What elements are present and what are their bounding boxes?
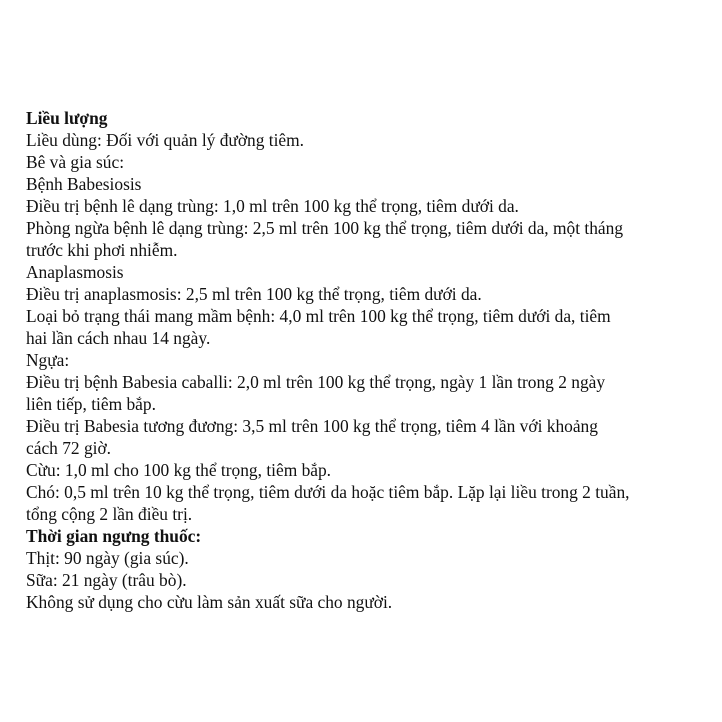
cattle-header: Bê và gia súc:	[26, 152, 125, 172]
babesia-equivalent-line-1: Điều trị Babesia tương đương: 3,5 ml trên 100 kg thể trọng, tiêm 4 lần với khoảng	[26, 416, 598, 436]
babesia-equivalent-line-2: cách 72 giờ.	[26, 438, 112, 458]
babesiosis-header: Bệnh Babesiosis	[26, 174, 142, 194]
babesia-caballi-line-2: liên tiếp, tiêm bắp.	[26, 394, 156, 414]
document-body	[26, 107, 716, 613]
babesia-caballi-line-1: Điều trị bệnh Babesia caballi: 2,0 ml trên 100 kg thể trọng, ngày 1 lần trong 2 ngày	[26, 372, 606, 392]
anaplasmosis-treatment: Điều trị anaplasmosis: 2,5 ml trên 100 kg thể trọng, tiêm dưới da.	[26, 284, 482, 304]
no-dairy-sheep-note: Không sử dụng cho cừu làm sản xuất sữa cho người.	[26, 592, 393, 612]
anaplasmosis-header: Anaplasmosis	[26, 262, 124, 282]
babesiosis-prevention-line-2: trước khi phơi nhiễm.	[26, 240, 178, 260]
meat-withdrawal: Thịt: 90 ngày (gia súc).	[26, 548, 189, 568]
carrier-elimination-line-2: hai lần cách nhau 14 ngày.	[26, 328, 211, 348]
dog-dosage-line-1: Chó: 0,5 ml trên 10 kg thể trọng, tiêm dưới da hoặc tiêm bắp. Lặp lại liều trong 2 tuần,	[26, 482, 630, 502]
dog-dosage-line-2: tổng cộng 2 lần điều trị.	[26, 504, 193, 524]
withdrawal-heading: Thời gian ngưng thuốc:	[26, 526, 202, 546]
sheep-dosage: Cừu: 1,0 ml cho 100 kg thể trọng, tiêm bắp.	[26, 460, 332, 480]
babesiosis-treatment: Điều trị bệnh lê dạng trùng: 1,0 ml trên 100 kg thể trọng, tiêm dưới da.	[26, 196, 519, 216]
babesiosis-prevention-line-1: Phòng ngừa bệnh lê dạng trùng: 2,5 ml trên 100 kg thể trọng, tiêm dưới da, một tháng	[26, 218, 624, 238]
milk-withdrawal: Sữa: 21 ngày (trâu bò).	[26, 570, 187, 590]
dosage-heading: Liều lượng	[26, 108, 108, 128]
carrier-elimination-line-1: Loại bỏ trạng thái mang mầm bệnh: 4,0 ml trên 100 kg thể trọng, tiêm dưới da, tiêm	[26, 306, 611, 326]
dosage-intro: Liều dùng: Đối với quản lý đường tiêm.	[26, 130, 305, 150]
horse-header: Ngựa:	[26, 350, 70, 370]
